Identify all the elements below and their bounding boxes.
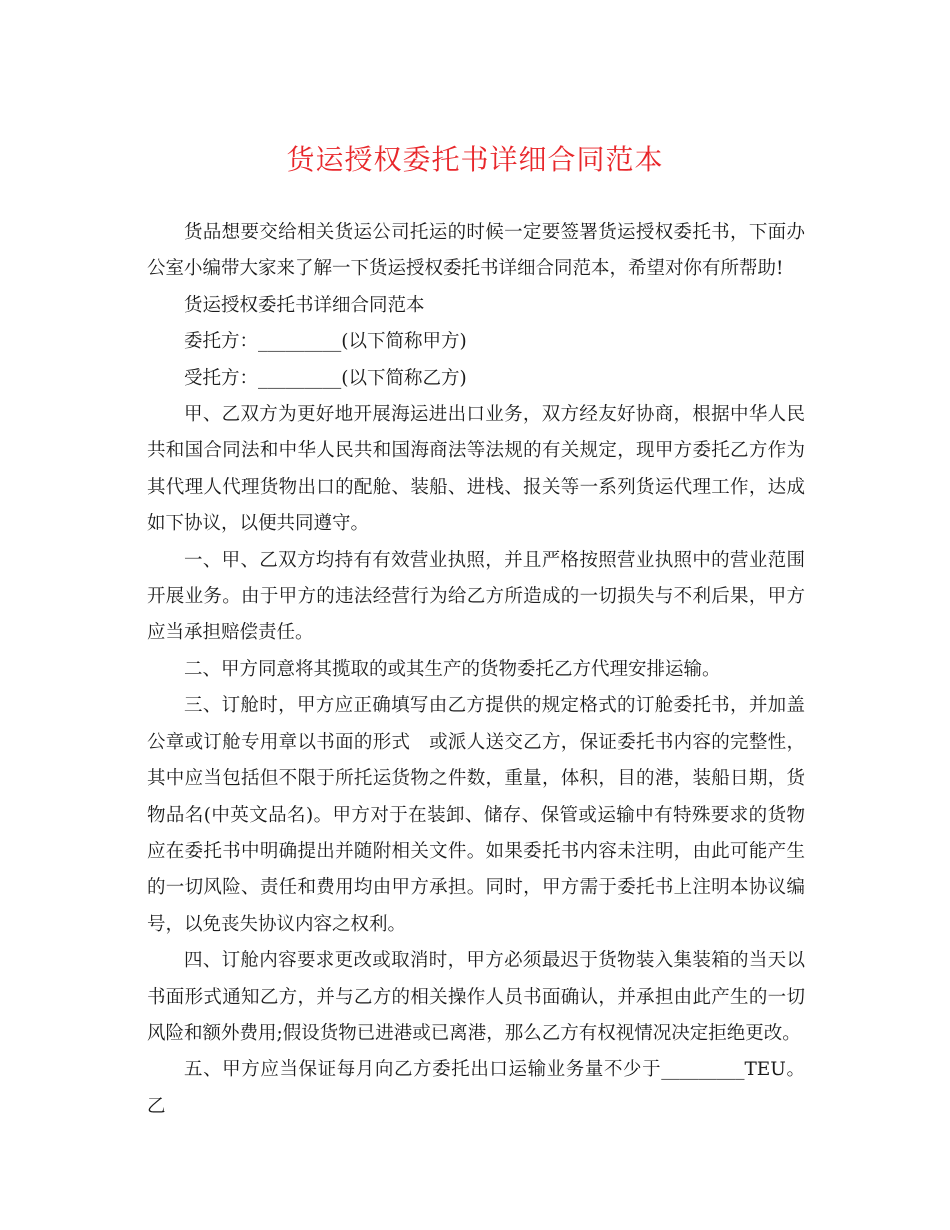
paragraph-preamble: 甲、乙双方为更好地开展海运进出口业务，双方经友好协商，根据中华人民共和国合同法和中华人民共和国海商法等法规的有关规定，现甲方委托乙方作为其代理人代理货物出口的配舱、装船、进栈、报关等一系列货运代理工作，达成如下协议，以便共同遵守。 [147,404,805,535]
paragraph-clause-4: 四、订舱内容要求更改或取消时，甲方必须最迟于货物装入集装箱的当天以书面形式通知乙方，并与乙方的相关操作人员书面确认，并承担由此产生的一切风险和额外费用;假设货物已进港或已离港，那么乙方有权视情况决定拒绝更改。 [147,950,805,1044]
paragraph-heading: 货运授权委托书详细合同范本 [184,294,425,316]
paragraph-clause-2: 二、甲方同意将其揽取的或其生产的货物委托乙方代理安排运输。 [184,658,721,680]
paragraph-intro: 货品想要交给相关货运公司托运的时候一定要签署货运授权委托书，下面办公室小编带大家来了解一下货运授权委托书详细合同范本，希望对你有所帮助! [147,222,805,280]
document-title: 货运授权委托书详细合同范本 [286,143,664,176]
paragraph-agent: 受托方：_________(以下简称乙方) [184,367,467,389]
paragraph-clause-1: 一、甲、乙双方均持有有效营业执照，并且严格按照营业执照中的营业范围开展业务。由于甲方的违法经营行为给乙方所造成的一切损失与不利后果，甲方应当承担赔偿责任。 [147,549,805,644]
document-body [147,215,805,1125]
paragraph-principal: 委托方：_________(以下简称甲方) [184,331,467,353]
paragraph-clause-3: 三、订舱时，甲方应正确填写由乙方提供的规定格式的订舱委托书，并加盖公章或订舱专用章以书面的形式 或派人送交乙方，保证委托书内容的完整性，其中应当包括但不限于所托运货物之件数，重量，体积，目的港，装船日期，货物品名(中英文品名)。甲方对于在装卸、储存、保管或运输中有特殊要求的货物应在委托书中明确提出并随附相关文件。如果委托书内容未注明，由此可能产生的一切风险、责任和费用均由甲方承担。同时，甲方需于委托书上注明本协议编号，以免丧失协议内容之权利。 [147,695,805,935]
paragraph-clause-5: 五、甲方应当保证每月向乙方委托出口运输业务量不少于_________TEU。乙 [147,1059,805,1117]
